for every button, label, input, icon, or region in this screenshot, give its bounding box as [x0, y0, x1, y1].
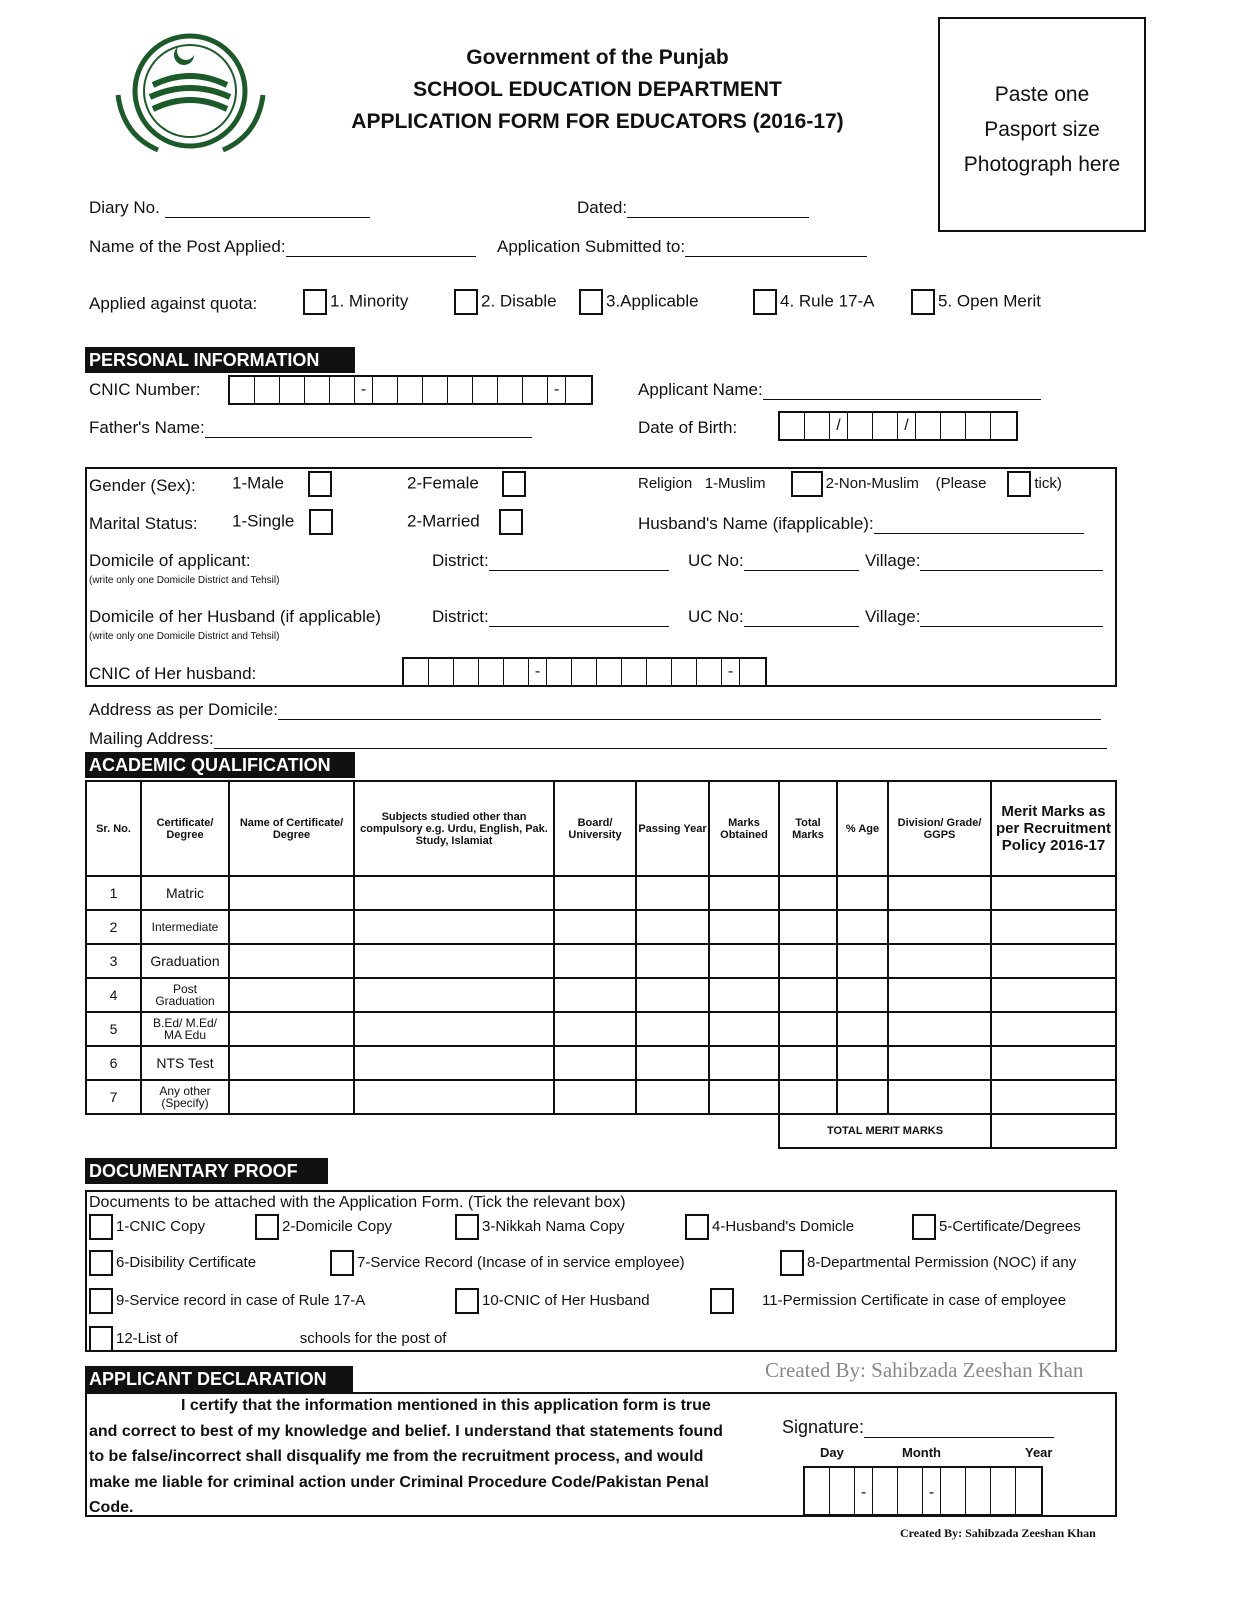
female-label: 2-Female [407, 473, 479, 493]
entry-cell[interactable] [354, 876, 554, 910]
entry-cell[interactable] [636, 910, 709, 944]
column-header: % Age [837, 781, 888, 876]
quota-checkbox[interactable] [753, 289, 777, 315]
male-label: 1-Male [232, 473, 284, 493]
entry-cell[interactable] [779, 978, 837, 1012]
photo-box [938, 17, 1146, 232]
entry-cell[interactable] [709, 944, 779, 978]
separator: / [898, 413, 916, 439]
husband-village-field[interactable] [920, 609, 1103, 627]
doc-label: 1-CNIC Copy [116, 1217, 206, 1235]
doc-label: 12-List of [116, 1329, 178, 1347]
entry-cell[interactable] [991, 1080, 1116, 1114]
entry-cell[interactable] [354, 944, 554, 978]
entry-cell[interactable] [837, 1080, 888, 1114]
husband-uc-field[interactable] [744, 609, 859, 627]
sr-cell: 7 [86, 1080, 141, 1114]
total-merit-label: TOTAL MERIT MARKS [779, 1114, 991, 1148]
table-row [86, 1080, 1116, 1114]
digit-cell[interactable] [423, 377, 448, 403]
quota-option: 2. Disable [481, 291, 557, 311]
entry-cell[interactable] [229, 978, 354, 1012]
entry-cell[interactable] [837, 876, 888, 910]
table-row [86, 910, 1116, 944]
digit-cell[interactable] [941, 1468, 966, 1514]
post-field[interactable] [286, 239, 476, 257]
entry-cell[interactable] [888, 1046, 991, 1080]
uc-label: UC No: [688, 607, 744, 626]
entry-cell[interactable] [636, 1012, 709, 1046]
husband-cnic-input[interactable] [402, 657, 767, 687]
doc-checkbox[interactable] [330, 1250, 354, 1276]
digit-cell[interactable] [672, 659, 697, 685]
photo-text: Pasport size [984, 118, 1100, 141]
digit-cell[interactable] [597, 659, 622, 685]
entry-cell[interactable] [991, 910, 1116, 944]
doc-checkbox[interactable] [455, 1288, 479, 1314]
separator: - [923, 1468, 941, 1514]
digit-cell[interactable] [1016, 1468, 1041, 1514]
entry-cell[interactable] [837, 944, 888, 978]
digit-cell[interactable] [805, 413, 830, 439]
separator: / [830, 413, 848, 439]
digit-cell[interactable] [966, 1468, 991, 1514]
digit-cell[interactable] [898, 1468, 923, 1514]
column-header: Total Marks [779, 781, 837, 876]
district-label: District: [432, 551, 489, 570]
schools-count-field[interactable] [178, 1334, 300, 1352]
entry-cell[interactable] [554, 910, 636, 944]
mailing-label: Mailing Address: [89, 729, 214, 748]
digit-cell[interactable] [255, 377, 280, 403]
domicile-label: Domicile of applicant: [89, 551, 251, 570]
doc-label: 11-Permission Certificate in case of employee [762, 1291, 1067, 1309]
entry-cell[interactable] [837, 1046, 888, 1080]
digit-cell[interactable] [547, 659, 572, 685]
column-header: Sr. No. [86, 781, 141, 876]
address-label: Address as per Domicile: [89, 700, 278, 719]
doc-label: 3-Nikkah Nama Copy [482, 1217, 625, 1235]
entry-cell[interactable] [888, 978, 991, 1012]
column-header: Name of Certificate/ Degree [229, 781, 354, 876]
post-of-field[interactable] [446, 1334, 644, 1352]
male-checkbox[interactable] [308, 471, 332, 497]
digit-cell[interactable] [280, 377, 305, 403]
entry-cell[interactable] [636, 876, 709, 910]
column-header: Subjects studied other than compulsory e.g. Urdu, English, Pak. Study, Islamiat [354, 781, 554, 876]
declaration-text: Code. [89, 1499, 134, 1516]
cnic-input[interactable] [228, 375, 593, 405]
entry-cell[interactable] [354, 910, 554, 944]
quota-option: 4. Rule 17-A [780, 291, 875, 311]
married-label: 2-Married [407, 511, 480, 531]
uc-field[interactable] [744, 553, 859, 571]
section-documents: DOCUMENTARY PROOF [85, 1158, 328, 1184]
doc-label: schools for the post of [299, 1329, 447, 1347]
nonmuslim-label: 2-Non-Muslim [825, 474, 919, 492]
entry-cell[interactable] [991, 978, 1116, 1012]
domicile-note: (write only one Domicile District and Tehsil) [89, 631, 280, 642]
female-checkbox[interactable] [502, 471, 526, 497]
entry-cell[interactable] [837, 910, 888, 944]
tick-label: tick) [1034, 474, 1062, 492]
district-field[interactable] [489, 553, 669, 571]
signature-date-input[interactable] [803, 1466, 1043, 1516]
degree-cell: Any other (Specify) [141, 1080, 229, 1114]
entry-cell[interactable] [991, 944, 1116, 978]
entry-cell[interactable] [709, 1046, 779, 1080]
sr-cell: 5 [86, 1012, 141, 1046]
entry-cell[interactable] [554, 1080, 636, 1114]
sr-cell: 2 [86, 910, 141, 944]
digit-cell[interactable] [873, 413, 898, 439]
please-label: (Please [935, 474, 987, 492]
entry-cell[interactable] [709, 978, 779, 1012]
entry-cell[interactable] [991, 1046, 1116, 1080]
digit-cell[interactable] [373, 377, 398, 403]
column-header: Merit Marks as per Recruitment Policy 2016-17 [991, 781, 1116, 876]
footer-credit: Created By: Sahibzada Zeeshan Khan [900, 1526, 1096, 1540]
doc-label: 7-Service Record (Incase of in service employee) [357, 1253, 685, 1271]
submitted-field[interactable] [685, 239, 867, 257]
digit-cell[interactable] [966, 413, 991, 439]
entry-cell[interactable] [554, 1012, 636, 1046]
entry-cell[interactable] [888, 910, 991, 944]
table-row [86, 944, 1116, 978]
digit-cell[interactable] [498, 377, 523, 403]
entry-cell[interactable] [779, 944, 837, 978]
digit-cell[interactable] [697, 659, 722, 685]
sr-cell: 1 [86, 876, 141, 910]
doc-checkbox[interactable] [710, 1288, 734, 1314]
digit-cell[interactable] [504, 659, 529, 685]
entry-cell[interactable] [229, 1080, 354, 1114]
address-field[interactable] [278, 702, 1101, 720]
entry-cell[interactable] [837, 978, 888, 1012]
table-row [86, 978, 1116, 1012]
quota-label: Applied against quota: [89, 294, 258, 313]
quota-checkbox[interactable] [911, 289, 935, 315]
declaration-text: make me liable for criminal action under Criminal Procedure Code/Pakistan Penal [89, 1473, 709, 1491]
entry-cell[interactable] [779, 1012, 837, 1046]
column-header: Board/ University [554, 781, 636, 876]
column-header: Certificate/ Degree [141, 781, 229, 876]
digit-cell[interactable] [448, 377, 473, 403]
documents-intro: Documents to be attached with the Application Form. (Tick the relevant box) [89, 1194, 626, 1211]
husband-domicile-label: Domicile of her Husband (if applicable) [89, 607, 381, 626]
husband-cnic-label: CNIC of Her husband: [89, 664, 257, 683]
applicant-field[interactable] [763, 382, 1041, 400]
entry-cell[interactable] [554, 1046, 636, 1080]
entry-cell[interactable] [354, 978, 554, 1012]
husband-name-label: Husband's Name (ifapplicable): [638, 514, 874, 533]
year-label: Year [1025, 1445, 1053, 1460]
uc-label: UC No: [688, 551, 744, 570]
diary-label: Diary No. [89, 198, 160, 217]
single-checkbox[interactable] [309, 509, 333, 535]
entry-cell[interactable] [636, 978, 709, 1012]
single-label: 1-Single [232, 511, 295, 531]
religion-label: Religion [638, 474, 693, 492]
day-label: Day [820, 1445, 844, 1460]
sr-cell: 3 [86, 944, 141, 978]
degree-cell: Matric [141, 876, 229, 910]
doc-checkbox[interactable] [89, 1288, 113, 1314]
column-header: Marks Obtained [709, 781, 779, 876]
entry-cell[interactable] [888, 876, 991, 910]
entry-cell[interactable] [779, 876, 837, 910]
domicile-note: (write only one Domicile District and Tehsil) [89, 575, 280, 586]
digit-cell[interactable] [330, 377, 355, 403]
digit-cell[interactable] [830, 1468, 855, 1514]
declaration-text: to be false/incorrect shall disqualify me from the recruitment process, and would [89, 1448, 704, 1465]
entry-cell[interactable] [229, 876, 354, 910]
entry-cell[interactable] [554, 978, 636, 1012]
married-checkbox[interactable] [499, 509, 523, 535]
created-by-watermark: Created By: Sahibzada Zeeshan Khan [765, 1358, 1084, 1382]
dated-label: Dated: [577, 198, 628, 217]
separator: - [855, 1468, 873, 1514]
cnic-label: CNIC Number: [89, 380, 201, 399]
entry-cell[interactable] [229, 910, 354, 944]
village-field[interactable] [920, 553, 1103, 571]
degree-cell: Intermediate [141, 910, 229, 944]
digit-cell[interactable] [991, 1468, 1016, 1514]
entry-cell[interactable] [229, 944, 354, 978]
doc-checkbox[interactable] [255, 1214, 279, 1240]
doc-label: 9-Service record in case of Rule 17-A [116, 1291, 366, 1309]
nonmuslim-checkbox[interactable] [1007, 471, 1031, 497]
digit-cell[interactable] [873, 1468, 898, 1514]
submitted-label: Application Submitted to: [497, 237, 686, 256]
sr-cell: 4 [86, 978, 141, 1012]
doc-label: 5-Certificate/Degrees [939, 1217, 1081, 1235]
section-declaration: APPLICANT DECLARATION [85, 1366, 353, 1392]
photo-text: Photograph here [963, 153, 1121, 176]
month-label: Month [902, 1445, 941, 1460]
doc-label: 8-Departmental Permission (NOC) if any [807, 1253, 1077, 1271]
doc-label: 2-Domicile Copy [282, 1217, 393, 1235]
header-line3: APPLICATION FORM FOR EDUCATORS (2016-17) [351, 110, 844, 133]
digit-cell[interactable] [780, 413, 805, 439]
entry-cell[interactable] [991, 1012, 1116, 1046]
husband-name-field[interactable] [874, 516, 1084, 534]
entry-cell[interactable] [636, 1046, 709, 1080]
doc-label: 6-Disibility Certificate [116, 1253, 257, 1271]
doc-checkbox[interactable] [89, 1214, 113, 1240]
village-label: Village: [865, 551, 921, 570]
doc-checkbox[interactable] [912, 1214, 936, 1240]
dob-input[interactable] [778, 411, 1018, 441]
digit-cell[interactable] [523, 377, 548, 403]
degree-cell: NTS Test [141, 1046, 229, 1080]
degree-cell: Post Graduation [141, 978, 229, 1012]
entry-cell[interactable] [709, 1080, 779, 1114]
section-academic: ACADEMIC QUALIFICATION [85, 752, 355, 778]
sr-cell: 6 [86, 1046, 141, 1080]
entry-cell[interactable] [354, 1012, 554, 1046]
doc-label: 4-Husband's Domicle [712, 1217, 855, 1235]
digit-cell[interactable] [572, 659, 597, 685]
village-label: Village: [865, 607, 921, 626]
applicant-label: Applicant Name: [638, 380, 763, 399]
signature-field[interactable] [864, 1420, 1054, 1438]
quota-checkbox[interactable] [454, 289, 478, 315]
father-field[interactable] [205, 420, 532, 438]
section-personal: PERSONAL INFORMATION [85, 347, 355, 373]
entry-cell[interactable] [709, 876, 779, 910]
signature-label: Signature: [782, 1417, 865, 1437]
doc-checkbox[interactable] [89, 1326, 113, 1352]
entry-cell[interactable] [554, 944, 636, 978]
separator: - [529, 659, 547, 685]
digit-cell[interactable] [916, 413, 941, 439]
quota-checkbox[interactable] [579, 289, 603, 315]
entry-cell[interactable] [779, 1046, 837, 1080]
father-label: Father's Name: [89, 418, 205, 437]
digit-cell[interactable] [740, 659, 765, 685]
declaration-text: I certify that the information mentioned in this application form is true [181, 1397, 711, 1414]
header-line2: SCHOOL EDUCATION DEPARTMENT [413, 78, 782, 101]
total-merit-cell[interactable] [991, 1114, 1116, 1148]
digit-cell[interactable] [404, 659, 429, 685]
table-row [86, 1012, 1116, 1046]
entry-cell[interactable] [888, 1012, 991, 1046]
header-line1: Government of the Punjab [466, 46, 729, 69]
column-header: Division/ Grade/ GGPS [888, 781, 991, 876]
table-row [86, 876, 1116, 910]
entry-cell[interactable] [709, 910, 779, 944]
quota-option: 1. Minority [330, 291, 409, 311]
separator: - [355, 377, 373, 403]
entry-cell[interactable] [779, 1080, 837, 1114]
entry-cell[interactable] [837, 1012, 888, 1046]
quota-option: 5. Open Merit [938, 291, 1041, 311]
degree-cell: Graduation [141, 944, 229, 978]
photo-text: Paste one [994, 83, 1090, 106]
quota-checkbox[interactable] [303, 289, 327, 315]
mailing-field[interactable] [214, 731, 1107, 749]
academic-table [85, 780, 1117, 1149]
doc-checkbox[interactable] [685, 1214, 709, 1240]
doc-checkbox[interactable] [89, 1250, 113, 1276]
doc-checkbox[interactable] [780, 1250, 804, 1276]
entry-cell[interactable] [888, 1080, 991, 1114]
column-header: Passing Year [636, 781, 709, 876]
gender-label: Gender (Sex): [89, 476, 196, 495]
dated-field[interactable] [627, 200, 809, 218]
digit-cell[interactable] [991, 413, 1016, 439]
digit-cell[interactable] [647, 659, 672, 685]
digit-cell[interactable] [566, 377, 591, 403]
digit-cell[interactable] [429, 659, 454, 685]
entry-cell[interactable] [229, 1046, 354, 1080]
entry-cell[interactable] [709, 1012, 779, 1046]
doc-label: 10-CNIC of Her Husband [482, 1291, 650, 1309]
entry-cell[interactable] [354, 1080, 554, 1114]
doc-checkbox[interactable] [455, 1214, 479, 1240]
muslim-checkbox[interactable] [791, 471, 823, 497]
diary-field[interactable] [165, 200, 370, 218]
degree-cell: B.Ed/ M.Ed/ MA Edu [141, 1012, 229, 1046]
separator: - [548, 377, 566, 403]
district-label: District: [432, 607, 489, 626]
table-row [86, 1046, 1116, 1080]
digit-cell[interactable] [305, 377, 330, 403]
muslim-label: 1-Muslim [704, 474, 766, 492]
digit-cell[interactable] [805, 1468, 830, 1514]
husband-district-field[interactable] [489, 609, 669, 627]
digit-cell[interactable] [454, 659, 479, 685]
quota-option: 3.Applicable [606, 291, 699, 311]
entry-cell[interactable] [229, 1012, 354, 1046]
entry-cell[interactable] [991, 876, 1116, 910]
marital-label: Marital Status: [89, 514, 198, 533]
entry-cell[interactable] [554, 876, 636, 910]
digit-cell[interactable] [941, 413, 966, 439]
digit-cell[interactable] [848, 413, 873, 439]
entry-cell[interactable] [888, 944, 991, 978]
dob-label: Date of Birth: [638, 418, 738, 437]
entry-cell[interactable] [636, 1080, 709, 1114]
digit-cell[interactable] [622, 659, 647, 685]
digit-cell[interactable] [479, 659, 504, 685]
digit-cell[interactable] [473, 377, 498, 403]
declaration-text: and correct to best of my knowledge and belief. I understand that statements found [89, 1422, 723, 1440]
separator: - [722, 659, 740, 685]
digit-cell[interactable] [230, 377, 255, 403]
digit-cell[interactable] [398, 377, 423, 403]
entry-cell[interactable] [354, 1046, 554, 1080]
entry-cell[interactable] [779, 910, 837, 944]
entry-cell[interactable] [636, 944, 709, 978]
post-label: Name of the Post Applied: [89, 237, 286, 256]
